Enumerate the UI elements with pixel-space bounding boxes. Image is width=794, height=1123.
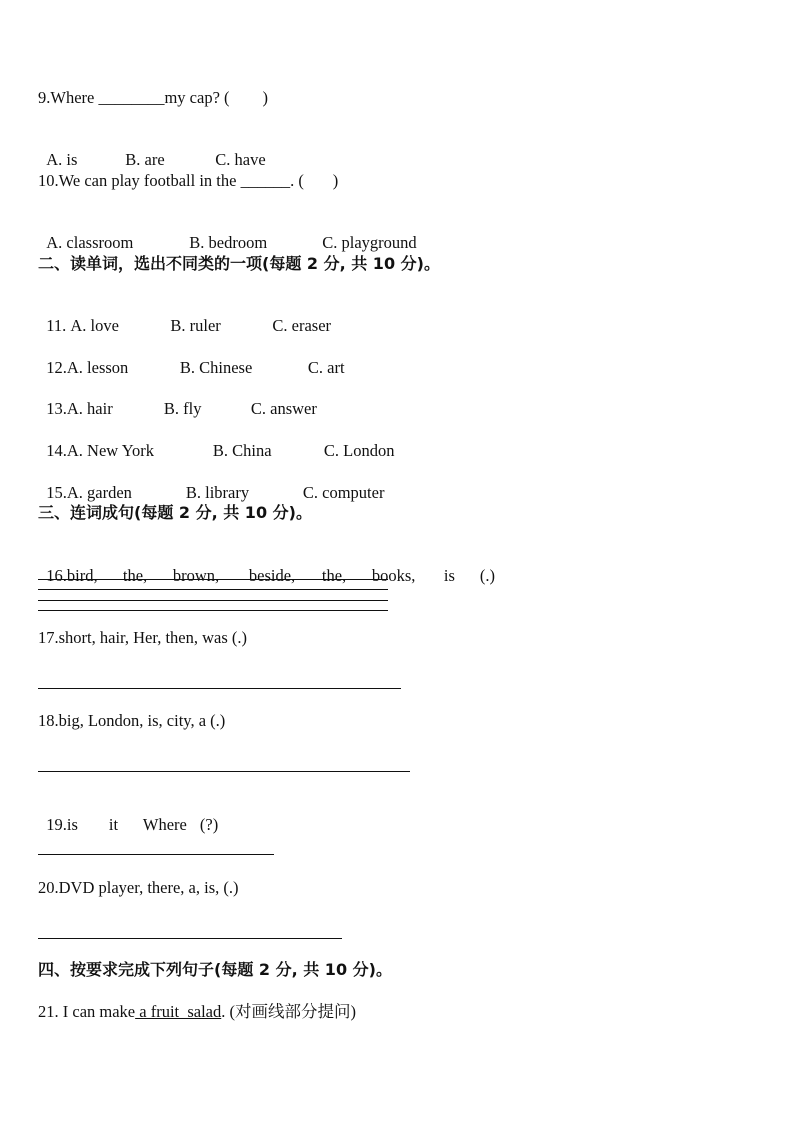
answer-line — [38, 771, 410, 772]
section-4-heading: 四、按要求完成下列句子(每题 2 分, 共 10 分)。 — [38, 960, 392, 979]
word: Where — [142, 815, 187, 834]
question-16 — [38, 546, 495, 586]
option-c: C. have — [215, 150, 266, 169]
option-a: A. lesson — [66, 358, 129, 377]
option-c: C. playground — [322, 233, 417, 252]
option-b: B. ruler — [170, 316, 221, 335]
answer-line — [38, 688, 401, 689]
question-14 — [38, 421, 394, 461]
question-10-options — [38, 213, 417, 253]
option-b: B. Chinese — [179, 358, 253, 377]
question-9-options — [38, 130, 266, 170]
question-instruction: . (对画线部分提问) — [221, 1002, 357, 1021]
option-b: B. China — [212, 441, 272, 460]
answer-line — [38, 579, 388, 580]
question-number: 16. — [46, 566, 67, 585]
question-19 — [38, 795, 218, 835]
question-number: 19. — [46, 815, 67, 834]
option-a: A. love — [70, 316, 119, 335]
word: books, — [371, 566, 416, 585]
question-12 — [38, 338, 345, 378]
question-number: 13. — [46, 399, 67, 418]
answer-line — [38, 589, 388, 590]
answer-line — [38, 938, 342, 939]
question-15 — [38, 463, 384, 503]
word: is — [66, 815, 78, 834]
underlined-phrase: a fruit salad — [135, 1002, 222, 1021]
answer-line — [38, 854, 274, 855]
option-c: C. eraser — [272, 316, 332, 335]
question-number: 12. — [46, 358, 67, 377]
question-number: 11. — [46, 316, 67, 335]
section-2-heading: 二、读单词，选出不同类的一项(每题 2 分, 共 10 分)。 — [38, 254, 440, 273]
option-b: B. bedroom — [189, 233, 268, 252]
option-c: C. answer — [250, 399, 317, 418]
option-c: C. art — [307, 358, 345, 377]
question-11 — [38, 296, 331, 336]
question-13 — [38, 379, 317, 419]
word: (?) — [199, 815, 219, 834]
option-a: A. classroom — [46, 233, 134, 252]
question-prefix: 21. I can make — [38, 1002, 136, 1021]
question-10: 10.We can play football in the ______. ( ) — [38, 171, 339, 190]
question-18: 18.big, London, is, city, a (.) — [38, 711, 226, 730]
question-17: 17.short, hair, Her, then, was (.) — [38, 628, 247, 647]
word: bird, — [66, 566, 98, 585]
option-a: A. is — [46, 150, 78, 169]
word: brown, — [172, 566, 220, 585]
question-20: 20.DVD player, there, a, is, (.) — [38, 878, 239, 897]
question-9: 9.Where ________my cap? ( ) — [38, 88, 269, 107]
question-21 — [38, 1002, 356, 1022]
option-a: A. New York — [66, 441, 154, 460]
word: (.) — [479, 566, 495, 585]
option-c: C. computer — [302, 483, 385, 502]
answer-line — [38, 610, 388, 611]
word: the, — [321, 566, 347, 585]
option-b: B. fly — [163, 399, 202, 418]
word: the, — [122, 566, 148, 585]
section-3-heading: 三、连词成句(每题 2 分, 共 10 分)。 — [38, 503, 312, 522]
option-b: B. are — [125, 150, 165, 169]
option-c: C. London — [323, 441, 395, 460]
word: beside, — [248, 566, 296, 585]
question-number: 14. — [46, 441, 67, 460]
option-b: B. library — [185, 483, 250, 502]
option-a: A. hair — [66, 399, 113, 418]
question-number: 15. — [46, 483, 67, 502]
word: it — [108, 815, 119, 834]
word: is — [443, 566, 455, 585]
answer-line — [38, 600, 388, 601]
option-a: A. garden — [66, 483, 132, 502]
